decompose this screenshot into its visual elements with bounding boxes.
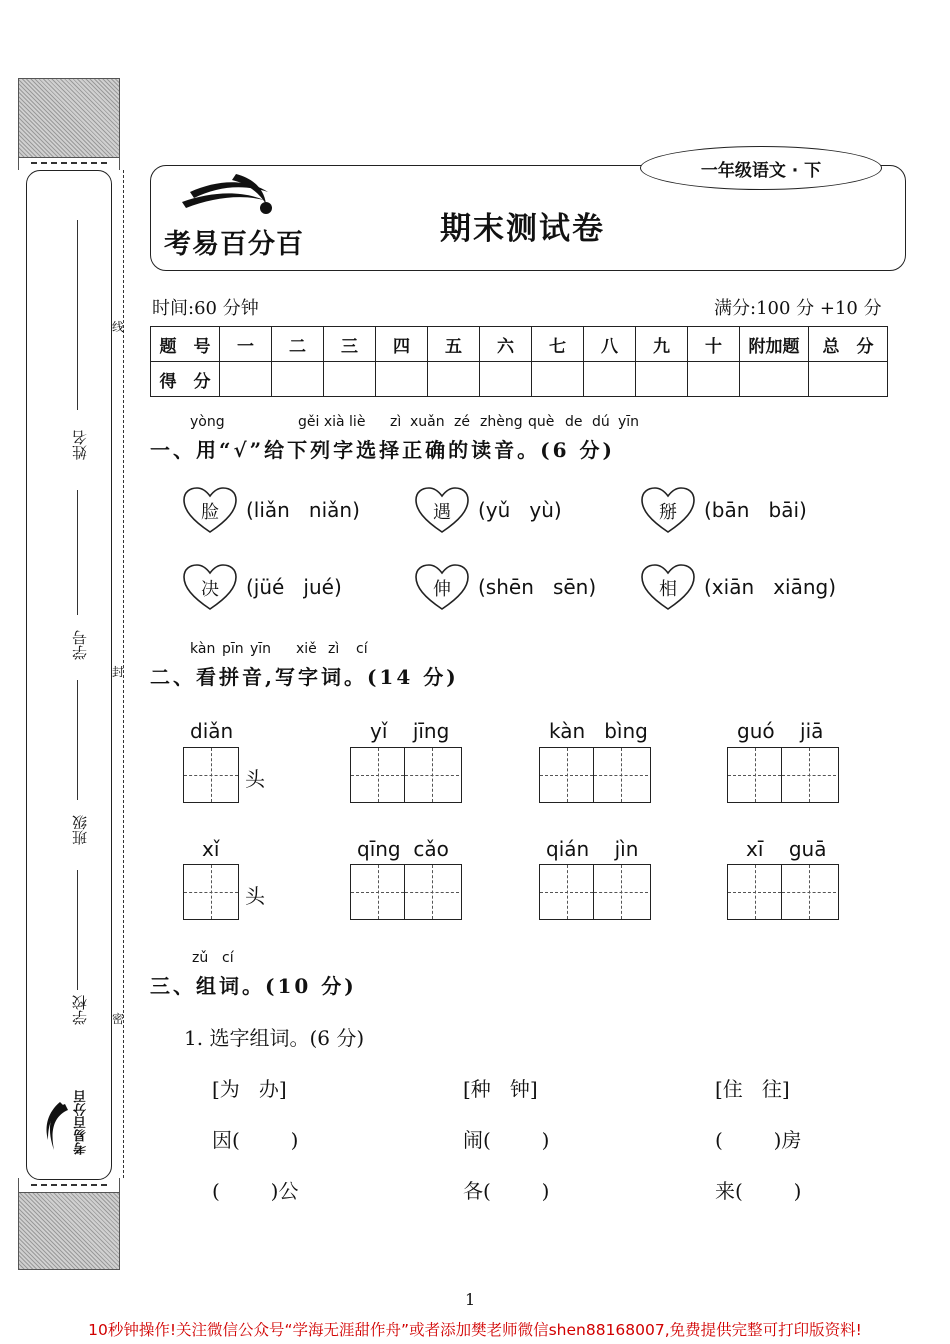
choice-group: [种 钟] xyxy=(463,1077,538,1101)
section3-title: 三、组词。(10 分) xyxy=(150,974,357,998)
heart-char: 遇 xyxy=(433,502,451,523)
heart-item-5 xyxy=(414,563,470,613)
header-cell: 六 xyxy=(480,327,532,362)
section2-pinyin: cí xyxy=(356,641,368,657)
word-blank[interactable]: 各( ) xyxy=(463,1179,550,1203)
word-blank[interactable]: 来( ) xyxy=(715,1179,802,1203)
header-cell: 四 xyxy=(376,327,428,362)
cut-label-line: 线 xyxy=(112,320,125,334)
heart-char: 决 xyxy=(201,579,219,600)
grade-badge: 一年级语文 · 下 xyxy=(640,146,882,190)
reading-options[interactable]: (bān bāi) xyxy=(704,498,807,522)
header-cell: 附加题 xyxy=(740,327,809,362)
section2-title: 二、看拼音,写字词。(14 分) xyxy=(150,665,459,689)
exam-time: 时间:60 分钟 xyxy=(152,298,259,319)
score-table-score-row xyxy=(151,362,888,397)
writing-grid[interactable] xyxy=(183,747,239,803)
header-cell: 题 号 xyxy=(151,327,220,362)
section1-pinyin: de xyxy=(565,414,583,430)
page-title: 期末测试卷 xyxy=(440,211,605,247)
reading-options[interactable]: (xiān xiāng) xyxy=(704,575,837,599)
brand-swoosh-icon xyxy=(180,172,290,224)
school-line-top xyxy=(77,870,78,990)
score-cell[interactable] xyxy=(688,362,740,397)
word-pinyin: qīng cǎo xyxy=(357,837,449,861)
score-cell[interactable] xyxy=(532,362,584,397)
word-pinyin: xī guā xyxy=(746,837,827,861)
score-cell[interactable] xyxy=(272,362,324,397)
binding-hatch-bottom xyxy=(18,1192,120,1270)
swoosh-icon xyxy=(40,1100,70,1155)
section1-pinyin: què xyxy=(528,414,555,430)
reading-options[interactable]: (liǎn niǎn) xyxy=(246,498,360,522)
writing-grid[interactable] xyxy=(350,864,462,920)
name-line xyxy=(77,220,78,410)
reading-options[interactable]: (yǔ yù) xyxy=(478,498,562,522)
section2-pinyin: zì xyxy=(328,641,340,657)
word-tail: 头 xyxy=(245,767,265,791)
heart-char: 脸 xyxy=(201,502,219,523)
section1-pinyin: zhèng xyxy=(480,414,523,430)
score-table-header-row xyxy=(151,327,888,362)
header-cell: 十 xyxy=(688,327,740,362)
reading-options[interactable]: (shēn sēn) xyxy=(478,575,597,599)
score-cell[interactable] xyxy=(324,362,376,397)
writing-grid[interactable] xyxy=(183,864,239,920)
section1-pinyin: dú xyxy=(592,414,610,430)
section1-pinyin: zé xyxy=(454,414,470,430)
binding-dash-top xyxy=(18,156,120,170)
heart-char: 掰 xyxy=(659,502,677,523)
score-table xyxy=(150,326,888,397)
heart-char: 伸 xyxy=(433,579,451,600)
header-cell: 二 xyxy=(272,327,324,362)
choice-group: [为 办] xyxy=(212,1077,287,1101)
section3-pinyin: cí xyxy=(222,950,234,966)
heart-char: 相 xyxy=(659,579,677,600)
score-row-label: 得 分 xyxy=(151,362,220,397)
score-cell[interactable] xyxy=(376,362,428,397)
section2-pinyin: kàn xyxy=(190,641,216,657)
section1-pinyin: gěi xià liè xyxy=(298,414,366,430)
score-cell[interactable] xyxy=(480,362,532,397)
full-score: 满分:100 分 +10 分 xyxy=(714,298,882,319)
word-pinyin: kàn bìng xyxy=(549,719,648,743)
cut-label-seal: 封 xyxy=(112,665,125,679)
heart-item-3 xyxy=(640,486,696,536)
section2-pinyin: pīn xyxy=(222,641,244,657)
section1-pinyin: zì xyxy=(390,414,402,430)
score-cell[interactable] xyxy=(220,362,272,397)
header-cell: 九 xyxy=(636,327,688,362)
word-blank[interactable]: 闹( ) xyxy=(463,1128,550,1152)
word-pinyin: xǐ xyxy=(202,837,220,861)
word-pinyin: qián jìn xyxy=(546,837,639,861)
brand-name: 考易百分百 xyxy=(164,229,304,260)
word-pinyin: diǎn xyxy=(190,719,234,743)
binding-hatch-top xyxy=(18,78,120,158)
word-pinyin: guó jiā xyxy=(737,719,824,743)
score-cell[interactable] xyxy=(428,362,480,397)
label-class: 班级 xyxy=(71,815,89,845)
reading-options[interactable]: (jüé jué) xyxy=(246,575,342,599)
section2-pinyin: yīn xyxy=(250,641,272,657)
writing-grid[interactable] xyxy=(350,747,462,803)
section1-pinyin: xuǎn xyxy=(410,414,445,430)
binding-info-box xyxy=(26,170,112,1180)
header-cell: 三 xyxy=(324,327,376,362)
cut-label-secret: 密 xyxy=(112,1012,125,1026)
score-cell[interactable] xyxy=(809,362,888,397)
label-name: 姓名 xyxy=(71,430,89,460)
writing-grid[interactable] xyxy=(727,747,839,803)
label-student-id: 学号 xyxy=(71,630,89,660)
side-brand-logo xyxy=(38,1090,98,1165)
section2-pinyin: xiě xyxy=(296,641,317,657)
writing-grid[interactable] xyxy=(539,864,651,920)
writing-grid[interactable] xyxy=(727,864,839,920)
word-tail: 头 xyxy=(245,884,265,908)
sub-question-1: 1. 选字组词。(6 分) xyxy=(184,1026,365,1050)
header-cell: 五 xyxy=(428,327,480,362)
id-line-top xyxy=(77,490,78,615)
writing-grid[interactable] xyxy=(539,747,651,803)
header-cell: 八 xyxy=(584,327,636,362)
score-cell[interactable] xyxy=(740,362,809,397)
heart-item-2 xyxy=(414,486,470,536)
section1-pinyin: yòng xyxy=(190,414,225,430)
section1-pinyin: yīn xyxy=(618,414,640,430)
footer-notice: 10秒钟操作!关注微信公众号“学海无涯甜作舟”或者添加樊老师微信shen88168007,免费提供完整可打印版资料! xyxy=(88,1321,862,1339)
label-school: 学校 xyxy=(71,995,89,1025)
header-cell: 七 xyxy=(532,327,584,362)
heart-item-6 xyxy=(640,563,696,613)
heart-item-1 xyxy=(182,486,238,536)
score-cell[interactable] xyxy=(636,362,688,397)
side-brand-text: 考易百分百 xyxy=(74,1090,89,1155)
heart-item-4 xyxy=(182,563,238,613)
word-blank[interactable]: 因( ) xyxy=(212,1128,299,1152)
word-blank[interactable]: ( )公 xyxy=(212,1179,299,1203)
section3-pinyin: zǔ xyxy=(192,950,209,966)
header-cell: 一 xyxy=(220,327,272,362)
page-number: 1 xyxy=(465,1290,476,1309)
binding-dash-bottom xyxy=(18,1178,120,1192)
word-pinyin: yǐ jīng xyxy=(370,719,450,743)
score-cell[interactable] xyxy=(584,362,636,397)
choice-group: [住 往] xyxy=(715,1077,790,1101)
header-cell: 总 分 xyxy=(809,327,888,362)
class-line-top xyxy=(77,680,78,800)
word-blank[interactable]: ( )房 xyxy=(715,1128,802,1152)
section1-title: 一、用“√”给下列字选择正确的读音。(6 分) xyxy=(150,438,615,462)
